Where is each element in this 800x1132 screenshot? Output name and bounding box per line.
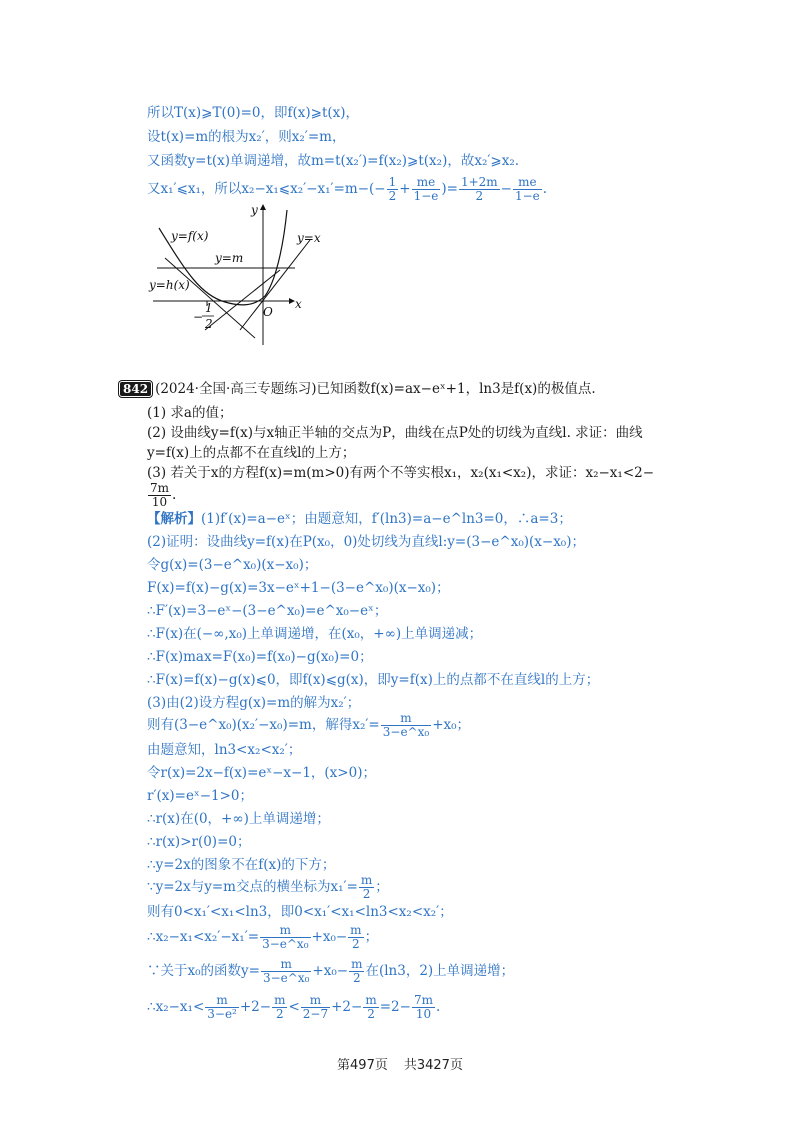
frac-den: 1−e (514, 189, 540, 203)
fraction (412, 176, 441, 203)
solution-line-21 (147, 994, 440, 1021)
text-seg: 则有(3−e^x₀)(x₂′−x₀)=m，解得x₂′= (147, 717, 380, 733)
label-half-den: 2 (205, 317, 213, 331)
frac-num: m (205, 994, 239, 1008)
text-seg: +2− (331, 999, 363, 1015)
fraction (459, 176, 500, 203)
solution-line-7: ∴F(x)max=F(x₀)=f(x₀)−g(x₀)=0； (147, 649, 373, 665)
text-seg: +x₀− (311, 929, 348, 945)
solution-line-8: ∴F(x)=f(x)−g(x)⩽0，即f(x)⩽g(x)，即y=f(x)上的点都不在直线l的上方； (147, 672, 600, 688)
text-seg: 在(ln3，2)上单调递增； (365, 963, 515, 979)
text-seg: < (288, 999, 300, 1015)
frac-num: m (301, 994, 330, 1008)
line-tangent (205, 270, 280, 330)
problem-part-2b: y=f(x)上的点都不在直线l的上方； (147, 445, 356, 461)
frac-den: 10 (415, 1007, 432, 1021)
solution-line-19 (147, 924, 378, 951)
page-footer (0, 1054, 800, 1073)
text-seg: ； (364, 929, 379, 945)
text-seg: + (399, 181, 411, 197)
text-seg: +x₀− (312, 963, 349, 979)
label-yx: y=x (297, 231, 321, 245)
frac-den: 3−e^x₀ (262, 971, 310, 985)
problem-part-3-end (147, 482, 176, 509)
solution-line-5: ∴F′(x)=3−eˣ−(3−e^x₀)=e^x₀−eˣ； (147, 603, 388, 619)
fraction (148, 482, 171, 509)
frac-den: 1−e (413, 189, 439, 203)
prev-line-1: 所以T(x)⩾T(0)=0，即f(x)⩾t(x)， (147, 105, 360, 121)
solution-line-2: (2)证明：设曲线y=f(x)在P(x₀，0)处切线为直线l:y=(3−e^x₀)(x−x₀)； (147, 534, 585, 550)
frac-den: 2 (388, 189, 397, 203)
fraction (348, 924, 363, 951)
problem-part-1: (1) 求a的值； (147, 405, 233, 421)
frac-den: 2−7 (302, 1007, 329, 1021)
problem-part-2a: (2) 设曲线y=f(x)与x轴正半轴的交点为P，曲线在点P处的切线为直线l. 求证：曲线 (147, 425, 643, 441)
fraction (205, 994, 239, 1021)
fraction (301, 994, 330, 1021)
solution-line-20 (147, 958, 514, 985)
problem-stem-text: (2024·全国·高三专题练习)已知函数f(x)=ax−eˣ+1，ln3是f(x)的极值点. (155, 381, 596, 397)
text-seg: ∴x₂−x₁< (147, 999, 205, 1015)
function-graph-figure (145, 200, 345, 350)
frac-den: 2 (362, 887, 371, 901)
y-axis-arrow (260, 204, 266, 210)
text-seg: )= (441, 181, 458, 197)
solution-line-4: F(x)=f(x)−g(x)=3x−eˣ+1−(3−e^x₀)(x−x₀)； (147, 580, 450, 596)
fraction (261, 958, 311, 985)
text-seg: =2− (379, 999, 411, 1015)
solution-line-3: 令g(x)=(3−e^x₀)(x−x₀)； (147, 557, 318, 573)
problem-part-3: (3) 若关于x的方程f(x)=m(m>0)有两个不等实根x₁，x₂(x₁<x₂)，求证：x₂−x₁<2− (147, 465, 655, 481)
problem-number: 842 (120, 382, 151, 396)
solution-line-12: 令r(x)=2x−f(x)=eˣ−x−1，(x>0)； (147, 765, 376, 781)
text-seg: ∵关于x₀的函数y= (147, 963, 260, 979)
solution-line-15: ∴r(x)>r(0)=0； (147, 834, 251, 850)
page-number: 第497页 (337, 1058, 388, 1073)
frac-num: m (274, 993, 286, 1007)
fraction (387, 176, 399, 203)
solution-line-10 (147, 712, 470, 739)
frac-den: 2 (352, 971, 361, 985)
prev-line-2: 设t(x)=m的根为x₂′，则x₂′=m， (147, 129, 346, 145)
frac-den: 3−e^x₀ (262, 937, 309, 951)
label-origin: O (263, 305, 273, 319)
fraction (412, 994, 435, 1021)
fraction (359, 874, 374, 901)
text-seg: . (435, 999, 441, 1015)
solution-line-6: ∴F(x)在(−∞,x₀)上单调递增，在(x₀，+∞)上单调递减； (147, 626, 483, 642)
frac-num: m (360, 873, 373, 887)
solution-line-18: 则有0<x₁′<x₁<ln3，即0<x₁′<x₁<ln3<x₂<x₂′； (147, 904, 453, 920)
solution-line-17 (147, 874, 389, 901)
frac-den: 2 (475, 189, 484, 203)
prev-line-3: 又函数y=t(x)单调递增，故m=t(x₂′)=f(x₂)⩾t(x₂)，故x₂′⩾x₂. (147, 153, 520, 169)
frac-den: 2 (275, 1007, 284, 1021)
fraction (260, 924, 310, 951)
fraction (363, 994, 378, 1021)
text-seg: . (542, 181, 548, 197)
fraction (349, 958, 364, 985)
line-y-x (240, 240, 310, 330)
solution-line-1 (147, 510, 572, 528)
solution-line-14: ∴r(x)在(0，+∞)上单调递增； (147, 811, 330, 827)
frac-num: m (365, 993, 377, 1007)
text-seg: . (172, 487, 177, 503)
frac-den: 2 (352, 937, 360, 951)
frac-num: 7m (413, 993, 433, 1007)
frac-num: me (412, 176, 441, 190)
label-hx: y=h(x) (149, 278, 190, 292)
label-neg: − (193, 310, 204, 324)
frac-den: 10 (151, 495, 168, 509)
text-seg: ∵y=2x与y=m交点的横坐标为x₁′= (147, 879, 358, 895)
frac-den: 3−e² (207, 1007, 237, 1021)
solution-line-11: 由题意知，ln3<x₂<x₂′； (147, 742, 302, 758)
text-seg: +2− (239, 999, 272, 1015)
text-seg: (1)f′(x)=a−eˣ；由题意知，f′(ln3)=a−e^ln3=0，∴a=3； (201, 511, 572, 527)
text-seg: +x₀； (432, 717, 471, 733)
text-seg: ； (375, 879, 389, 895)
fraction (513, 176, 542, 203)
total-pages: 共3427页 (403, 1058, 463, 1073)
solution-line-16: ∴y=2x的图象不在f(x)的下方； (147, 857, 336, 873)
frac-num: me (513, 176, 542, 190)
problem-stem (120, 380, 596, 398)
text-seg: − (500, 181, 512, 197)
fraction (272, 994, 287, 1021)
label-y: y (251, 203, 258, 217)
frac-num: m (261, 958, 311, 972)
frac-num: m (260, 924, 310, 938)
text-seg: 又x₁′⩽x₁，所以x₂−x₁⩽x₂′−x₁′=m−(− (147, 181, 386, 197)
label-half-num: 1 (205, 301, 213, 315)
solution-line-13: r′(x)=eˣ−1>0； (147, 788, 253, 804)
frac-den: 3−e^x₀ (382, 725, 430, 739)
prev-line-4 (147, 176, 547, 203)
frac-num: m (350, 923, 362, 937)
label-fx: y=f(x) (171, 229, 209, 243)
label-ym: y=m (215, 251, 244, 265)
frac-num: 1+2m (460, 175, 498, 189)
solution-tag: 【解析】 (147, 511, 201, 527)
solution-line-9: (3)由(2)设方程g(x)=m的解为x₂′； (147, 695, 361, 711)
frac-num: m (351, 957, 363, 971)
label-x: x (295, 297, 302, 311)
frac-num: 1 (388, 175, 397, 189)
fraction (381, 712, 431, 739)
frac-num: m (381, 712, 431, 726)
text-seg: ∴x₂−x₁<x₂′−x₁′= (147, 929, 260, 945)
frac-num: 7m (150, 481, 170, 495)
frac-den: 2 (367, 1007, 375, 1021)
